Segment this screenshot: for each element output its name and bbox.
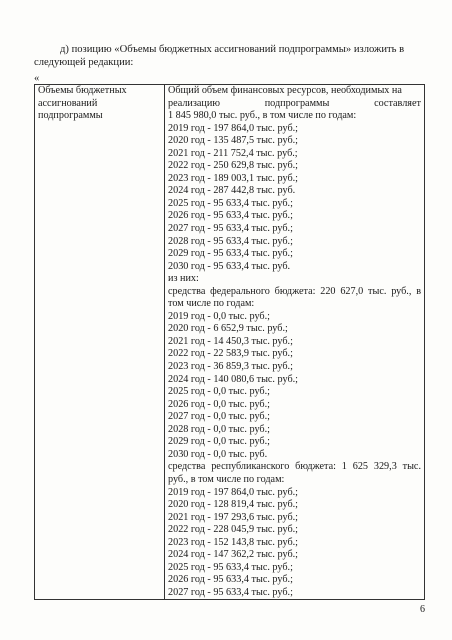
year-line: 2022 год - 228 045,9 тыс. руб.;: [168, 524, 299, 536]
header-line-3: 1 845 980,0 тыс. руб., в том числе по годам:: [168, 110, 357, 122]
year-line: 2026 год - 0,0 тыс. руб.;: [168, 398, 270, 410]
year-line: 2028 год - 95 633,4 тыс. руб.;: [168, 235, 293, 247]
year-line: 2023 год - 36 859,3 тыс. руб.;: [168, 361, 293, 373]
year-line: 2027 год - 95 633,4 тыс. руб.;: [168, 586, 293, 598]
federal-label: средства федерального бюджета: 220 627,0 тыс. руб., в том числе по годам:: [168, 285, 421, 310]
year-line: 2022 год - 250 629,8 тыс. руб.;: [168, 160, 299, 172]
row-label: Объемы бюджетных ассигнований подпрограммы: [38, 85, 127, 122]
year-line: 2024 год - 147 362,2 тыс. руб.;: [168, 549, 299, 561]
year-line: 2020 год - 135 487,5 тыс. руб.;: [168, 135, 299, 147]
year-line: 2023 год - 152 143,8 тыс. руб.;: [168, 536, 299, 548]
row-value-cell: [165, 85, 425, 600]
year-line: 2030 год - 0,0 тыс. руб.: [168, 448, 268, 460]
year-line: 2025 год - 0,0 тыс. руб.;: [168, 386, 270, 398]
intro-line-2: следующей редакции:: [34, 56, 134, 68]
budget-table-row: [35, 85, 425, 600]
page-number: 6: [420, 604, 425, 615]
year-line: 2019 год - 0,0 тыс. руб.;: [168, 310, 270, 322]
opening-quote: «: [34, 73, 40, 84]
year-line: 2020 год - 128 819,4 тыс. руб.;: [168, 499, 299, 511]
header-line-2: [168, 98, 421, 111]
year-line: 2021 год - 197 293,6 тыс. руб.;: [168, 511, 299, 523]
header-word: реализацию: [168, 97, 220, 109]
year-line: 2023 год - 189 003,1 тыс. руб.;: [168, 172, 299, 184]
year-line: 2025 год - 95 633,4 тыс. руб.;: [168, 197, 293, 209]
year-line: 2029 год - 95 633,4 тыс. руб.;: [168, 248, 293, 260]
intro-paragraph: [34, 44, 422, 69]
republic-label: средства республиканского бюджета: 1 625 329,3 тыс. руб., в том числе по годам:: [168, 461, 421, 485]
year-line: 2027 год - 95 633,4 тыс. руб.;: [168, 223, 293, 235]
budget-table: [34, 84, 425, 600]
year-line: 2027 год - 0,0 тыс. руб.;: [168, 411, 270, 423]
year-line: 2021 год - 14 450,3 тыс. руб.;: [168, 335, 293, 347]
year-line: 2020 год - 6 652,9 тыс. руб.;: [168, 323, 288, 335]
header-line-1: Общий объем финансовых ресурсов, необходимых на: [168, 85, 402, 96]
year-line: 2024 год - 287 442,8 тыс. руб.: [168, 185, 296, 197]
year-line: 2026 год - 95 633,4 тыс. руб.;: [168, 574, 293, 586]
header-word: составляет: [374, 97, 421, 109]
header-word: подпрограммы: [264, 97, 330, 109]
intro-line-1: д) позицию «Объемы бюджетных ассигнований подпрограммы» изложить в: [60, 44, 405, 55]
of-which-label: из них:: [168, 273, 199, 285]
year-line: 2028 год - 0,0 тыс. руб.;: [168, 423, 270, 435]
year-line: 2024 год - 140 080,6 тыс. руб.;: [168, 373, 299, 385]
year-line: 2025 год - 95 633,4 тыс. руб.;: [168, 561, 293, 573]
year-line: 2026 год - 95 633,4 тыс. руб.;: [168, 210, 293, 222]
republic-years-list: [168, 487, 421, 600]
total-years-list: [168, 123, 421, 274]
year-line: 2030 год - 95 633,4 тыс. руб.: [168, 260, 291, 272]
year-line: 2019 год - 197 864,0 тыс. руб.;: [168, 122, 299, 134]
year-line: 2021 год - 211 752,4 тыс. руб.;: [168, 147, 298, 159]
row-label-cell: [35, 85, 165, 600]
year-line: 2022 год - 22 583,9 тыс. руб.;: [168, 348, 293, 360]
year-line: 2019 год - 197 864,0 тыс. руб.;: [168, 486, 299, 498]
year-line: 2029 год - 0,0 тыс. руб.;: [168, 436, 270, 448]
federal-years-list: [168, 311, 421, 462]
